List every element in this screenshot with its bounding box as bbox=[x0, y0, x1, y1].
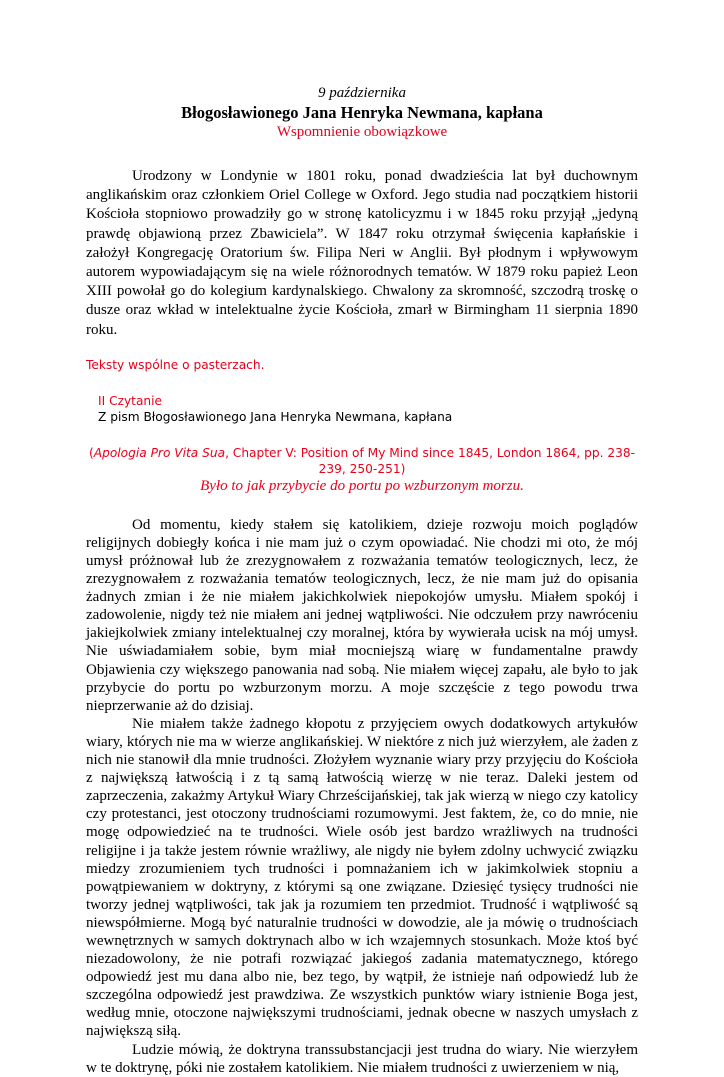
feast-rank: Wspomnienie obowiązkowe bbox=[276, 124, 448, 140]
feast-date: 9 października bbox=[318, 85, 406, 101]
reading-body bbox=[86, 516, 638, 1077]
reading-motto: Było to jak przybycie do portu po wzburzonym morzu. bbox=[200, 477, 524, 494]
reading-label: II Czytanie bbox=[98, 393, 163, 408]
common-texts-note: Teksty wspólne o pasterzach. bbox=[86, 357, 265, 372]
feast-title: Błogosławionego Jana Henryka Newmana, kapłana bbox=[181, 103, 543, 122]
reading-paragraph-2: Nie miałem także żadnego kłopotu z przyjęciem owych dodatkowych artykułów wiary, których nie ma w wierze anglikańskiej. W niektóre z nich już wierzyłem, ale żaden z nich nie stanowił dla mnie trudności. Złożyłem wyznanie wiary przy przyjęciu do Kościoła z największą łatwością i z tą samą łatwością wierzę w nie teraz. Daleki jestem od zaprzeczenia, zakażmy Artykuł Wiary Chrześcijańskiej, tak jak wierzą w niego czy katolicy czy protestanci, jest otoczony trudnościami rozumowymi. Jest faktem, że, co do mnie, nie mogę odpowiedzieć na te trudności. Wiele osób jest bardzo wrażliwych na trudności religijne i ja także jestem równie wrażliwy, ale nigdy nie byłem zdolny uchwycić związku miedzy zrozumieniem tych trudności i pomnażaniem ich w jakimkolwiek stopniu a powątpiewaniem w doktryny, z którymi są one związane. Dziesięć tysięcy trudności nie tworzy jednej wątpliwości, tak jak ja rozumiem ten przedmiot. Trudność i wątpliwość są niewspółmierne. Mogą być naturalnie trudności w dowodzie, ale ja mówię o trudnościach wewnętrznych w samych doktrynach albo w ich wzajemnych stosunkach. Może ktoś być niezadowolony, że nie potrafi rozwiązać jakiegoś zadania matematycznego, którego odpowiedź jest mu dana albo nie, bez tego, by wątpił, że istnieje nań odpowiedź lub że szczególna odpowiedź jest prawdziwa. Ze wszystkich punktów wiary istnienie Boga jest, według mnie, otoczone największymi trudnościami, jednak obecne w naszych umysłach z największą siłą. bbox=[86, 715, 638, 1040]
reading-citation bbox=[86, 445, 638, 477]
biography-paragraph: Urodzony w Londynie w 1801 roku, ponad dwadzieścia lat był duchownym anglikańskim oraz członkiem Oriel College w Oxford. Jego studia nad początkiem historii Kościoła stopniowo prowadziły go w stronę katolicyzmu i w 1845 roku przyjął „jedyną prawdę objawioną przez Zbawiciela”. W 1847 roku otrzymał święcenia kapłańskie i założył Kongregację Oratorium św. Filipa Neri w Anglii. Był płodnym i wpływowym autorem wypowiadającym się na wiele różnorodnych tematów. W 1879 roku papież Leon XIII powołał go do kolegium kardynalskiego. Chwalony za skromność, szczodrą troskę o dusze oraz wkład w intelektualne życie Kościoła, zmarł w Birmingham 11 sierpnia 1890 roku. bbox=[86, 168, 638, 338]
reading-paragraph-3: Ludzie mówią, że doktryna transsubstancjacji jest trudna do wiary. Nie wierzyłem w te doktrynę, póki nie zostałem katolikiem. Nie miałem trudności z uwierzeniem w nią, bbox=[86, 1041, 638, 1076]
citation-open: ( bbox=[88, 445, 94, 460]
citation-work-title: Apologia Pro Vita Sua bbox=[93, 445, 226, 460]
reading-paragraph-1: Od momentu, kiedy stałem się katolikiem, dzieje rozwoju moich poglądów religijnych dobiegły końca i nie mam już o czym opowiadać. Nie chodzi mi oto, że mój umysł próżnował lub że zrezygnowałem z rozważania tematów teologicznych, lecz, że zrezygnowałem z rozważania tematów teologicznych, lecz, że nie mam już do opisania żadnych zmian i że nie miałem jakichkolwiek niepokojów umysłu. Miałem spokój i zadowolenie, nigdy też nie miałem ani jednej wątpliwości. Nie odczułem przy nawróceniu jakiejkolwiek zmiany intelektualnej czy moralnej, która by wywierała ucisk na mój umysł. Nie uświadamiałem sobie, bym miał mocniejszą wiarę w fundamentalne prawdy Objawienia czy większego panowania nad sobą. Nie miałem więcej zapału, ale było to jak przybycie do portu po wzburzonym morzu. A moje szczęście z tego powodu trwa nieprzerwanie aż do dzisiaj. bbox=[86, 516, 638, 714]
citation-details: , Chapter V: Position of My Mind since 1845, London 1864, pp. 238-239, 250-251) bbox=[225, 445, 636, 476]
reading-source: Z pism Błogosławionego Jana Henryka Newmana, kapłana bbox=[98, 409, 453, 424]
